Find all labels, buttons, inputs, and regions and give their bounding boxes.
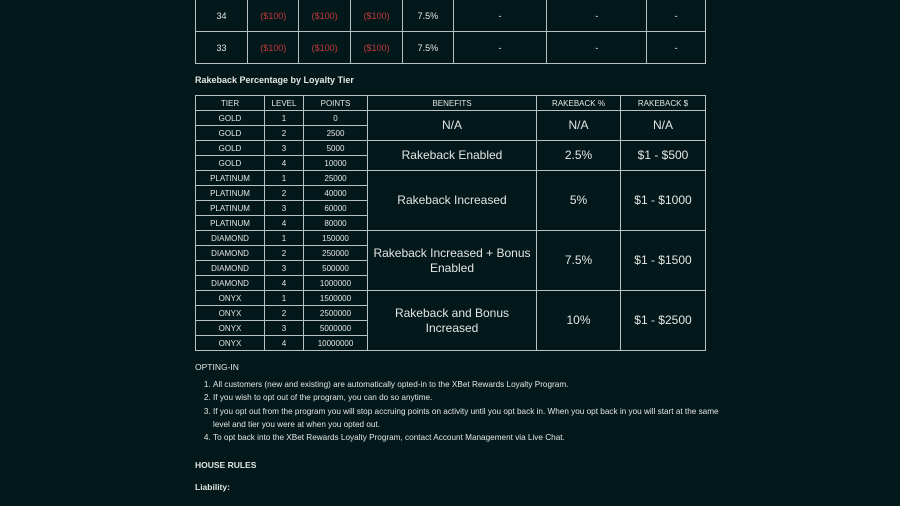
list-item: 1. All customers (new and existing) are automatically opted-in to the XBet Rewards Loyalty Program. xyxy=(213,378,733,391)
level-cell: 2 xyxy=(265,306,304,321)
level-cell: 4 xyxy=(265,336,304,351)
table-cell: 7.5% xyxy=(403,0,453,32)
points-cell: 10000 xyxy=(304,156,368,171)
tier-cell: ONYX xyxy=(196,306,265,321)
table-row xyxy=(196,32,706,64)
table-row xyxy=(196,231,706,246)
points-cell: 5000000 xyxy=(304,321,368,336)
points-cell: 25000 xyxy=(304,171,368,186)
level-cell: 1 xyxy=(265,111,304,126)
benefit-cell: Rakeback Enabled xyxy=(368,141,537,171)
header-rakeback-amount: RAKEBACK $ xyxy=(621,96,706,111)
level-cell: 4 xyxy=(265,156,304,171)
rakeback-table-title: Rakeback Percentage by Loyalty Tier xyxy=(195,75,354,85)
opting-in-list xyxy=(195,378,733,444)
list-item: 2. If you wish to opt out of the program, you can do so anytime. xyxy=(213,391,733,404)
liability-heading: Liability: xyxy=(195,482,230,492)
tier-cell: GOLD xyxy=(196,156,265,171)
header-points: POINTS xyxy=(304,96,368,111)
pct-cell: N/A xyxy=(537,111,621,141)
opting-in-heading: OPTING-IN xyxy=(195,362,239,372)
tier-cell: DIAMOND xyxy=(196,246,265,261)
tier-cell: GOLD xyxy=(196,141,265,156)
amount-cell: $1 - $1500 xyxy=(621,231,706,291)
points-cell: 80000 xyxy=(304,216,368,231)
table-row xyxy=(196,111,706,126)
amount-cell: $1 - $1000 xyxy=(621,171,706,231)
table-row xyxy=(196,141,706,156)
level-cell: 1 xyxy=(265,171,304,186)
pct-cell: 10% xyxy=(537,291,621,351)
house-rules-heading: HOUSE RULES xyxy=(195,460,257,470)
list-item: 4. To opt back into the XBet Rewards Loyalty Program, contact Account Management via Live Chat. xyxy=(213,431,733,444)
table-cell: 33 xyxy=(196,32,248,64)
rakeback-history-table xyxy=(195,0,706,64)
points-cell: 2500000 xyxy=(304,306,368,321)
table-cell: - xyxy=(547,0,647,32)
table-cell: ($100) xyxy=(299,32,350,64)
tier-cell: ONYX xyxy=(196,291,265,306)
table-cell: - xyxy=(547,32,647,64)
tier-cell: DIAMOND xyxy=(196,276,265,291)
benefit-cell: Rakeback Increased xyxy=(368,171,537,231)
header-tier: TIER xyxy=(196,96,265,111)
pct-cell: 7.5% xyxy=(537,231,621,291)
level-cell: 1 xyxy=(265,231,304,246)
table-row xyxy=(196,0,706,32)
table-cell: ($100) xyxy=(248,32,299,64)
amount-cell: N/A xyxy=(621,111,706,141)
tier-cell: PLATINUM xyxy=(196,171,265,186)
points-cell: 500000 xyxy=(304,261,368,276)
level-cell: 2 xyxy=(265,186,304,201)
header-rakeback-pct: RAKEBACK % xyxy=(537,96,621,111)
rakeback-tier-table xyxy=(195,95,706,351)
table-cell: - xyxy=(647,0,706,32)
points-cell: 0 xyxy=(304,111,368,126)
table-cell: - xyxy=(647,32,706,64)
points-cell: 5000 xyxy=(304,141,368,156)
table-cell: 7.5% xyxy=(403,32,453,64)
tier-cell: PLATINUM xyxy=(196,216,265,231)
table-cell: ($100) xyxy=(248,0,299,32)
table-cell: 34 xyxy=(196,0,248,32)
table-row xyxy=(196,171,706,186)
pct-cell: 5% xyxy=(537,171,621,231)
points-cell: 60000 xyxy=(304,201,368,216)
benefit-cell: Rakeback and Bonus Increased xyxy=(368,291,537,351)
level-cell: 3 xyxy=(265,321,304,336)
table-cell: ($100) xyxy=(299,0,350,32)
pct-cell: 2.5% xyxy=(537,141,621,171)
table-cell: - xyxy=(453,0,547,32)
level-cell: 2 xyxy=(265,246,304,261)
level-cell: 3 xyxy=(265,141,304,156)
list-item: 3. If you opt out from the program you will stop accruing points on activity until you opt back in. When you opt back in you will start at the same level and tier you were at when you opted out. xyxy=(213,405,733,432)
table-cell: ($100) xyxy=(350,0,402,32)
tier-cell: GOLD xyxy=(196,126,265,141)
benefit-cell: Rakeback Increased + Bonus Enabled xyxy=(368,231,537,291)
points-cell: 1500000 xyxy=(304,291,368,306)
tier-cell: ONYX xyxy=(196,321,265,336)
tier-cell: PLATINUM xyxy=(196,201,265,216)
benefit-cell: N/A xyxy=(368,111,537,141)
level-cell: 4 xyxy=(265,216,304,231)
points-cell: 150000 xyxy=(304,231,368,246)
table-cell: - xyxy=(453,32,547,64)
points-cell: 2500 xyxy=(304,126,368,141)
tier-cell: GOLD xyxy=(196,111,265,126)
level-cell: 3 xyxy=(265,201,304,216)
header-benefits: BENEFITS xyxy=(368,96,537,111)
amount-cell: $1 - $2500 xyxy=(621,291,706,351)
tier-cell: PLATINUM xyxy=(196,186,265,201)
tier-cell: ONYX xyxy=(196,336,265,351)
points-cell: 10000000 xyxy=(304,336,368,351)
level-cell: 1 xyxy=(265,291,304,306)
points-cell: 1000000 xyxy=(304,276,368,291)
tier-cell: DIAMOND xyxy=(196,261,265,276)
level-cell: 3 xyxy=(265,261,304,276)
table-row xyxy=(196,291,706,306)
tier-cell: DIAMOND xyxy=(196,231,265,246)
table-cell: ($100) xyxy=(350,32,402,64)
level-cell: 4 xyxy=(265,276,304,291)
points-cell: 40000 xyxy=(304,186,368,201)
points-cell: 250000 xyxy=(304,246,368,261)
level-cell: 2 xyxy=(265,126,304,141)
amount-cell: $1 - $500 xyxy=(621,141,706,171)
header-level: LEVEL xyxy=(265,96,304,111)
